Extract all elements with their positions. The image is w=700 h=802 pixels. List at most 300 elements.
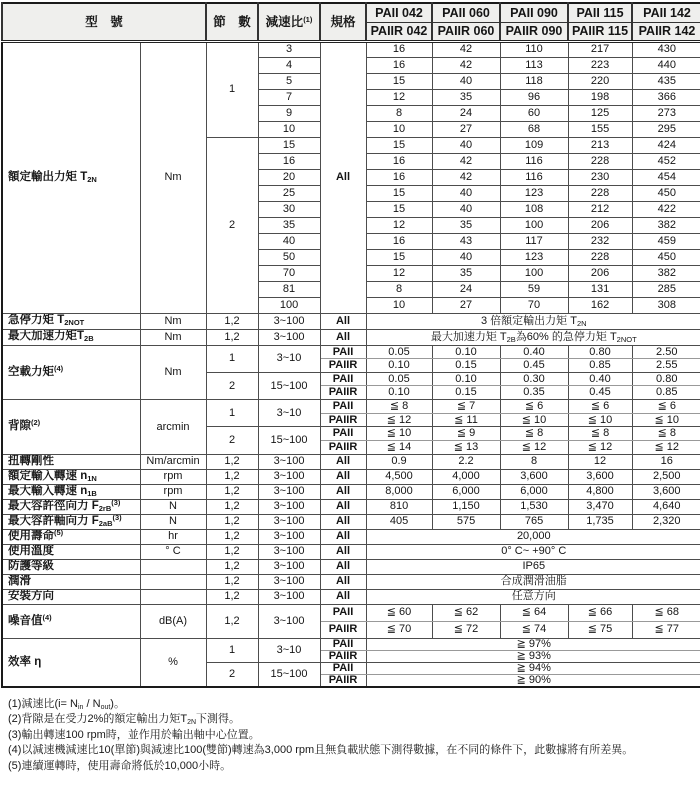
value-cell: 3,600 bbox=[632, 484, 700, 499]
model-r-header: PAIIR 115 bbox=[568, 22, 632, 41]
value-cell: 15 bbox=[366, 137, 432, 153]
ratio-cell: 3~10 bbox=[258, 400, 320, 427]
model-header: PAII 115 bbox=[568, 3, 632, 22]
param-max-axial-force: 最大容許軸向力 $F_{2aB}^{(3)}$ bbox=[2, 514, 140, 529]
param-efficiency: 效率 η bbox=[2, 638, 140, 687]
value-cell: 0.45 bbox=[500, 359, 568, 373]
footnote: (5)連續運轉時，使用壽命將低於10,000小時。 bbox=[8, 759, 232, 772]
value-cell: ≦ 77 bbox=[632, 621, 700, 638]
value-cell: ≦ 12 bbox=[500, 440, 568, 454]
spec-cell: PAIIR bbox=[320, 440, 366, 454]
value-cell: 0.9 bbox=[366, 454, 432, 469]
value-cell: 223 bbox=[568, 57, 632, 73]
value-cell: 6,000 bbox=[432, 484, 500, 499]
value-cell: 40 bbox=[432, 137, 500, 153]
param-mounting-direction: 安裝方向 bbox=[2, 589, 140, 604]
value-cell: 206 bbox=[568, 217, 632, 233]
stages-cell: 1,2 bbox=[206, 589, 258, 604]
ratio-cell: 3~100 bbox=[258, 574, 320, 589]
stages-cell: 2 bbox=[206, 662, 258, 687]
footnote: (4)以減速機減速比10(單節)與減速比100(雙節)轉速為3,000 rpm且無負載狀態下測得數據，在不同的條件下，此數據將有所差異。 bbox=[8, 744, 634, 757]
value-cell: 450 bbox=[632, 249, 700, 265]
value-cell: 8 bbox=[500, 454, 568, 469]
table-row bbox=[2, 544, 700, 559]
ratio-cell: 3~100 bbox=[258, 484, 320, 499]
value-cell: 0.45 bbox=[568, 386, 632, 400]
ratio-cell: 3~100 bbox=[258, 514, 320, 529]
model-column-header: 型 號 bbox=[2, 3, 206, 41]
spec-cell: All bbox=[320, 454, 366, 469]
value-cell: ≦ 6 bbox=[568, 400, 632, 414]
stages-cell: 1 bbox=[206, 345, 258, 372]
value-cell: 8 bbox=[366, 105, 432, 121]
value-cell: 108 bbox=[500, 201, 568, 217]
value-cell: 8 bbox=[366, 281, 432, 297]
value-cell: 96 bbox=[500, 89, 568, 105]
spec-cell: PAII bbox=[320, 662, 366, 674]
value-cell: 0.10 bbox=[366, 386, 432, 400]
value-cell: 285 bbox=[632, 281, 700, 297]
value-cell: 40 bbox=[432, 185, 500, 201]
value-cell: ≦ 13 bbox=[432, 440, 500, 454]
spec-cell: PAIIR bbox=[320, 413, 366, 427]
table-row bbox=[2, 529, 700, 544]
value-cell: 1,530 bbox=[500, 499, 568, 514]
value-cell: 220 bbox=[568, 73, 632, 89]
value-cell: ≦ 11 bbox=[432, 413, 500, 427]
value-cell: 12 bbox=[366, 265, 432, 281]
param-max-accel-torque: 最大加速力矩$T_{2B}$ bbox=[2, 329, 140, 345]
ratio-cell: 3~100 bbox=[258, 544, 320, 559]
ratio-cell: 3~100 bbox=[258, 559, 320, 574]
param-max-input-speed: 最大輸入轉速 $n_{1B}$ bbox=[2, 484, 140, 499]
value-cell: 16 bbox=[366, 153, 432, 169]
value-cell: ≦ 6 bbox=[500, 400, 568, 414]
param-protection-class: 防護等級 bbox=[2, 559, 140, 574]
value-cell: ≦ 9 bbox=[432, 427, 500, 441]
stages-cell: 1,2 bbox=[206, 574, 258, 589]
ratio-cell: 3~100 bbox=[258, 313, 320, 329]
table-row bbox=[2, 514, 700, 529]
stages-cell: 1,2 bbox=[206, 529, 258, 544]
unit-cell: Nm bbox=[140, 329, 206, 345]
value-cell: 450 bbox=[632, 185, 700, 201]
unit-cell: N bbox=[140, 514, 206, 529]
spec-cell: All bbox=[320, 529, 366, 544]
model-header: PAII 060 bbox=[432, 3, 500, 22]
value-cell: ≦ 12 bbox=[568, 440, 632, 454]
spec-cell: PAIIR bbox=[320, 621, 366, 638]
stages-cell: 1,2 bbox=[206, 499, 258, 514]
spec-cell: All bbox=[320, 499, 366, 514]
value-cell: 40 bbox=[432, 73, 500, 89]
value-cell: 2,320 bbox=[632, 514, 700, 529]
unit-cell: Nm/arcmin bbox=[140, 454, 206, 469]
unit-cell: hr bbox=[140, 529, 206, 544]
value-cell: 16 bbox=[366, 233, 432, 249]
value-cell: 3,600 bbox=[500, 469, 568, 484]
value-cell: 382 bbox=[632, 217, 700, 233]
value-cell: ≦ 62 bbox=[432, 604, 500, 621]
ratio-cell: 100 bbox=[258, 297, 320, 313]
value-cell: 42 bbox=[432, 153, 500, 169]
unit-cell bbox=[140, 589, 206, 604]
ratio-column-header bbox=[258, 3, 320, 41]
value-cell: 0.10 bbox=[432, 372, 500, 386]
spec-cell: All bbox=[320, 559, 366, 574]
ratio-cell: 3~100 bbox=[258, 499, 320, 514]
value-cell: 68 bbox=[500, 121, 568, 137]
footnotes bbox=[1, 688, 699, 775]
value-cell: 424 bbox=[632, 137, 700, 153]
spec-cell: PAIIR bbox=[320, 359, 366, 373]
value-cell: 118 bbox=[500, 73, 568, 89]
value-cell: 435 bbox=[632, 73, 700, 89]
ratio-cell: 3~100 bbox=[258, 604, 320, 638]
value-cell: 12 bbox=[366, 217, 432, 233]
value-cell: 212 bbox=[568, 201, 632, 217]
spec-cell: PAII bbox=[320, 638, 366, 650]
span-value-cell: ≧ 93% bbox=[366, 650, 700, 662]
span-value-cell: 3 倍額定輸出力矩 $T_{2N}$ bbox=[366, 313, 700, 329]
value-cell: 40 bbox=[432, 201, 500, 217]
value-cell: ≦ 12 bbox=[366, 413, 432, 427]
ratio-cell: 15~100 bbox=[258, 372, 320, 399]
param-backlash: 背隙$^{(2)}$ bbox=[2, 400, 140, 455]
value-cell: 35 bbox=[432, 265, 500, 281]
ratio-cell: 3 bbox=[258, 41, 320, 57]
stages-cell: 1 bbox=[206, 638, 258, 662]
table-row bbox=[2, 454, 700, 469]
span-value-cell: ≧ 90% bbox=[366, 674, 700, 687]
value-cell: ≦ 75 bbox=[568, 621, 632, 638]
ratio-cell: 9 bbox=[258, 105, 320, 121]
unit-cell: arcmin bbox=[140, 400, 206, 455]
value-cell: 382 bbox=[632, 265, 700, 281]
span-value-cell: 合成潤滑油脂 bbox=[366, 574, 700, 589]
ratio-cell: 3~100 bbox=[258, 454, 320, 469]
ratio-header-label: 減速比 bbox=[265, 14, 304, 29]
value-cell: 4,640 bbox=[632, 499, 700, 514]
stages-cell: 1,2 bbox=[206, 469, 258, 484]
value-cell: 3,470 bbox=[568, 499, 632, 514]
table-header bbox=[2, 3, 700, 41]
value-cell: 0.15 bbox=[432, 359, 500, 373]
unit-cell: rpm bbox=[140, 469, 206, 484]
span-value-cell: ≧ 97% bbox=[366, 638, 700, 650]
ratio-cell: 15~100 bbox=[258, 427, 320, 454]
footnote: (3)輸出轉速100 rpm時，並作用於輸出軸中心位置。 bbox=[8, 728, 260, 741]
spec-cell: All bbox=[320, 514, 366, 529]
span-value-cell: ≧ 94% bbox=[366, 662, 700, 674]
value-cell: 454 bbox=[632, 169, 700, 185]
value-cell: ≦ 72 bbox=[432, 621, 500, 638]
param-rated-output-torque: 額定輸出力矩 $T_{2N}$ bbox=[2, 41, 140, 313]
value-cell: 0.80 bbox=[568, 345, 632, 359]
model-r-header: PAIIR 142 bbox=[632, 22, 700, 41]
value-cell: 3,600 bbox=[568, 469, 632, 484]
stages-cell: 2 bbox=[206, 372, 258, 399]
value-cell: 131 bbox=[568, 281, 632, 297]
value-cell: 110 bbox=[500, 41, 568, 57]
span-value-cell: 0° C~ +90° C bbox=[366, 544, 700, 559]
model-r-header: PAIIR 060 bbox=[432, 22, 500, 41]
value-cell: 155 bbox=[568, 121, 632, 137]
stages-cell: 1 bbox=[206, 400, 258, 427]
unit-cell: rpm bbox=[140, 484, 206, 499]
span-value-cell: 最大加速力矩 $T_{2B}$為60% 的急停力矩 $T_{2NOT}$ bbox=[366, 329, 700, 345]
value-cell: 422 bbox=[632, 201, 700, 217]
value-cell: ≦ 12 bbox=[632, 440, 700, 454]
param-lubrication: 潤滑 bbox=[2, 574, 140, 589]
value-cell: 228 bbox=[568, 185, 632, 201]
spec-table bbox=[1, 2, 700, 688]
value-cell: 116 bbox=[500, 153, 568, 169]
value-cell: ≦ 60 bbox=[366, 604, 432, 621]
value-cell: 810 bbox=[366, 499, 432, 514]
value-cell: 0.30 bbox=[500, 372, 568, 386]
value-cell: 206 bbox=[568, 265, 632, 281]
param-noise-level: 噪音值$^{(4)}$ bbox=[2, 604, 140, 638]
table-row bbox=[2, 604, 700, 621]
ratio-cell: 70 bbox=[258, 265, 320, 281]
spec-cell: All bbox=[320, 544, 366, 559]
value-cell: 0.35 bbox=[500, 386, 568, 400]
stages-cell: 2 bbox=[206, 137, 258, 313]
value-cell: 27 bbox=[432, 121, 500, 137]
value-cell: 213 bbox=[568, 137, 632, 153]
spec-cell: PAII bbox=[320, 427, 366, 441]
value-cell: 60 bbox=[500, 105, 568, 121]
value-cell: ≦ 70 bbox=[366, 621, 432, 638]
value-cell: ≦ 8 bbox=[632, 427, 700, 441]
value-cell: 430 bbox=[632, 41, 700, 57]
spec-cell: All bbox=[320, 469, 366, 484]
value-cell: 35 bbox=[432, 89, 500, 105]
value-cell: 8,000 bbox=[366, 484, 432, 499]
stages-cell: 1,2 bbox=[206, 329, 258, 345]
ratio-cell: 5 bbox=[258, 73, 320, 89]
value-cell: 117 bbox=[500, 233, 568, 249]
ratio-cell: 81 bbox=[258, 281, 320, 297]
value-cell: 0.85 bbox=[632, 386, 700, 400]
unit-cell: % bbox=[140, 638, 206, 687]
spec-cell: PAIIR bbox=[320, 386, 366, 400]
value-cell: ≦ 8 bbox=[568, 427, 632, 441]
value-cell: 0.40 bbox=[500, 345, 568, 359]
model-r-header: PAIIR 042 bbox=[366, 22, 432, 41]
value-cell: 198 bbox=[568, 89, 632, 105]
value-cell: 42 bbox=[432, 169, 500, 185]
value-cell: 16 bbox=[366, 169, 432, 185]
value-cell: ≦ 10 bbox=[568, 413, 632, 427]
value-cell: 10 bbox=[366, 297, 432, 313]
unit-cell bbox=[140, 559, 206, 574]
value-cell: 35 bbox=[432, 217, 500, 233]
spec-cell: PAIIR bbox=[320, 650, 366, 662]
ratio-cell: 50 bbox=[258, 249, 320, 265]
value-cell: ≦ 74 bbox=[500, 621, 568, 638]
value-cell: 100 bbox=[500, 217, 568, 233]
value-cell: 162 bbox=[568, 297, 632, 313]
stages-cell: 2 bbox=[206, 427, 258, 454]
ratio-cell: 35 bbox=[258, 217, 320, 233]
model-header: PAII 090 bbox=[500, 3, 568, 22]
value-cell: 217 bbox=[568, 41, 632, 57]
value-cell: ≦ 6 bbox=[632, 400, 700, 414]
value-cell: 0.05 bbox=[366, 345, 432, 359]
value-cell: ≦ 68 bbox=[632, 604, 700, 621]
value-cell: 16 bbox=[366, 57, 432, 73]
ratio-cell: 3~100 bbox=[258, 329, 320, 345]
value-cell: 125 bbox=[568, 105, 632, 121]
ratio-cell: 3~100 bbox=[258, 529, 320, 544]
value-cell: ≦ 66 bbox=[568, 604, 632, 621]
ratio-header-footnote-mark: (1) bbox=[303, 14, 313, 24]
unit-cell bbox=[140, 574, 206, 589]
footnote: (2)背隙是在受力2%的額定輸出力矩$T_{2N}$下測得。 bbox=[8, 713, 241, 727]
param-torsional-rigidity: 扭轉剛性 bbox=[2, 454, 140, 469]
value-cell: 575 bbox=[432, 514, 500, 529]
table-row bbox=[2, 499, 700, 514]
value-cell: 440 bbox=[632, 57, 700, 73]
table-row bbox=[2, 559, 700, 574]
spec-cell: PAII bbox=[320, 604, 366, 621]
table-row bbox=[2, 469, 700, 484]
table-row bbox=[2, 638, 700, 650]
value-cell: ≦ 7 bbox=[432, 400, 500, 414]
ratio-cell: 3~10 bbox=[258, 638, 320, 662]
value-cell: 765 bbox=[500, 514, 568, 529]
ratio-cell: 16 bbox=[258, 153, 320, 169]
model-header: PAII 142 bbox=[632, 3, 700, 22]
value-cell: 27 bbox=[432, 297, 500, 313]
value-cell: 40 bbox=[432, 249, 500, 265]
table-row bbox=[2, 345, 700, 359]
table-row bbox=[2, 329, 700, 345]
stages-cell: 1,2 bbox=[206, 604, 258, 638]
unit-cell: Nm bbox=[140, 313, 206, 329]
value-cell: ≦ 10 bbox=[632, 413, 700, 427]
ratio-cell: 15 bbox=[258, 137, 320, 153]
value-cell: 6,000 bbox=[500, 484, 568, 499]
spec-cell: All bbox=[320, 484, 366, 499]
value-cell: 15 bbox=[366, 185, 432, 201]
value-cell: 70 bbox=[500, 297, 568, 313]
value-cell: ≦ 64 bbox=[500, 604, 568, 621]
value-cell: 405 bbox=[366, 514, 432, 529]
unit-cell: N bbox=[140, 499, 206, 514]
spec-cell: All bbox=[320, 329, 366, 345]
spec-cell: PAII bbox=[320, 400, 366, 414]
value-cell: 15 bbox=[366, 201, 432, 217]
value-cell: 15 bbox=[366, 249, 432, 265]
value-cell: 24 bbox=[432, 105, 500, 121]
value-cell: 228 bbox=[568, 153, 632, 169]
value-cell: 2,500 bbox=[632, 469, 700, 484]
stages-cell: 1,2 bbox=[206, 454, 258, 469]
stages-cell: 1,2 bbox=[206, 514, 258, 529]
stages-column-header: 節 數 bbox=[206, 3, 258, 41]
spec-cell: All bbox=[320, 574, 366, 589]
value-cell: 232 bbox=[568, 233, 632, 249]
value-cell: ≦ 8 bbox=[500, 427, 568, 441]
param-operating-temp: 使用溫度 bbox=[2, 544, 140, 559]
value-cell: 4,000 bbox=[432, 469, 500, 484]
value-cell: 0.10 bbox=[366, 359, 432, 373]
value-cell: 43 bbox=[432, 233, 500, 249]
param-service-life: 使用壽命$^{(5)}$ bbox=[2, 529, 140, 544]
stages-cell: 1,2 bbox=[206, 559, 258, 574]
table-row bbox=[2, 484, 700, 499]
value-cell: 123 bbox=[500, 249, 568, 265]
spec-cell: All bbox=[320, 589, 366, 604]
stages-cell: 1,2 bbox=[206, 484, 258, 499]
value-cell: 273 bbox=[632, 105, 700, 121]
value-cell: ≦ 14 bbox=[366, 440, 432, 454]
ratio-cell: 20 bbox=[258, 169, 320, 185]
value-cell: 24 bbox=[432, 281, 500, 297]
ratio-cell: 40 bbox=[258, 233, 320, 249]
unit-cell: ° C bbox=[140, 544, 206, 559]
param-max-radial-force: 最大容許徑向力 $F_{2rB}^{(3)}$ bbox=[2, 499, 140, 514]
ratio-cell: 10 bbox=[258, 121, 320, 137]
param-emergency-stop-torque: 急停力矩 $T_{2NOT}$ bbox=[2, 313, 140, 329]
value-cell: 100 bbox=[500, 265, 568, 281]
table-row bbox=[2, 313, 700, 329]
spec-cell: PAII bbox=[320, 345, 366, 359]
value-cell: ≦ 8 bbox=[366, 400, 432, 414]
span-value-cell: 任意方向 bbox=[366, 589, 700, 604]
value-cell: 228 bbox=[568, 249, 632, 265]
model-header: PAII 042 bbox=[366, 3, 432, 22]
value-cell: 1,735 bbox=[568, 514, 632, 529]
value-cell: 4,500 bbox=[366, 469, 432, 484]
model-r-header: PAIIR 090 bbox=[500, 22, 568, 41]
ratio-cell: 7 bbox=[258, 89, 320, 105]
span-value-cell: IP65 bbox=[366, 559, 700, 574]
value-cell: 0.05 bbox=[366, 372, 432, 386]
unit-cell: Nm bbox=[140, 345, 206, 400]
value-cell: 123 bbox=[500, 185, 568, 201]
value-cell: 12 bbox=[366, 89, 432, 105]
unit-cell: dB(A) bbox=[140, 604, 206, 638]
unit-cell: Nm bbox=[140, 41, 206, 313]
ratio-cell: 25 bbox=[258, 185, 320, 201]
value-cell: 42 bbox=[432, 41, 500, 57]
value-cell: 116 bbox=[500, 169, 568, 185]
value-cell: 0.40 bbox=[568, 372, 632, 386]
value-cell: 15 bbox=[366, 73, 432, 89]
value-cell: 366 bbox=[632, 89, 700, 105]
ratio-cell: 3~10 bbox=[258, 345, 320, 372]
spec-cell: PAIIR bbox=[320, 674, 366, 687]
spec-cell: All bbox=[320, 313, 366, 329]
ratio-cell: 4 bbox=[258, 57, 320, 73]
param-rated-input-speed: 額定輸入轉速 $n_{1N}$ bbox=[2, 469, 140, 484]
value-cell: 452 bbox=[632, 153, 700, 169]
stages-cell: 1 bbox=[206, 41, 258, 137]
stages-cell: 1,2 bbox=[206, 313, 258, 329]
value-cell: 0.10 bbox=[432, 345, 500, 359]
value-cell: 0.85 bbox=[568, 359, 632, 373]
value-cell: ≦ 10 bbox=[366, 427, 432, 441]
spec-cell: All bbox=[320, 41, 366, 313]
value-cell: 230 bbox=[568, 169, 632, 185]
value-cell: 459 bbox=[632, 233, 700, 249]
param-no-load-torque: 空載力矩$^{(4)}$ bbox=[2, 345, 140, 400]
value-cell: 16 bbox=[366, 41, 432, 57]
